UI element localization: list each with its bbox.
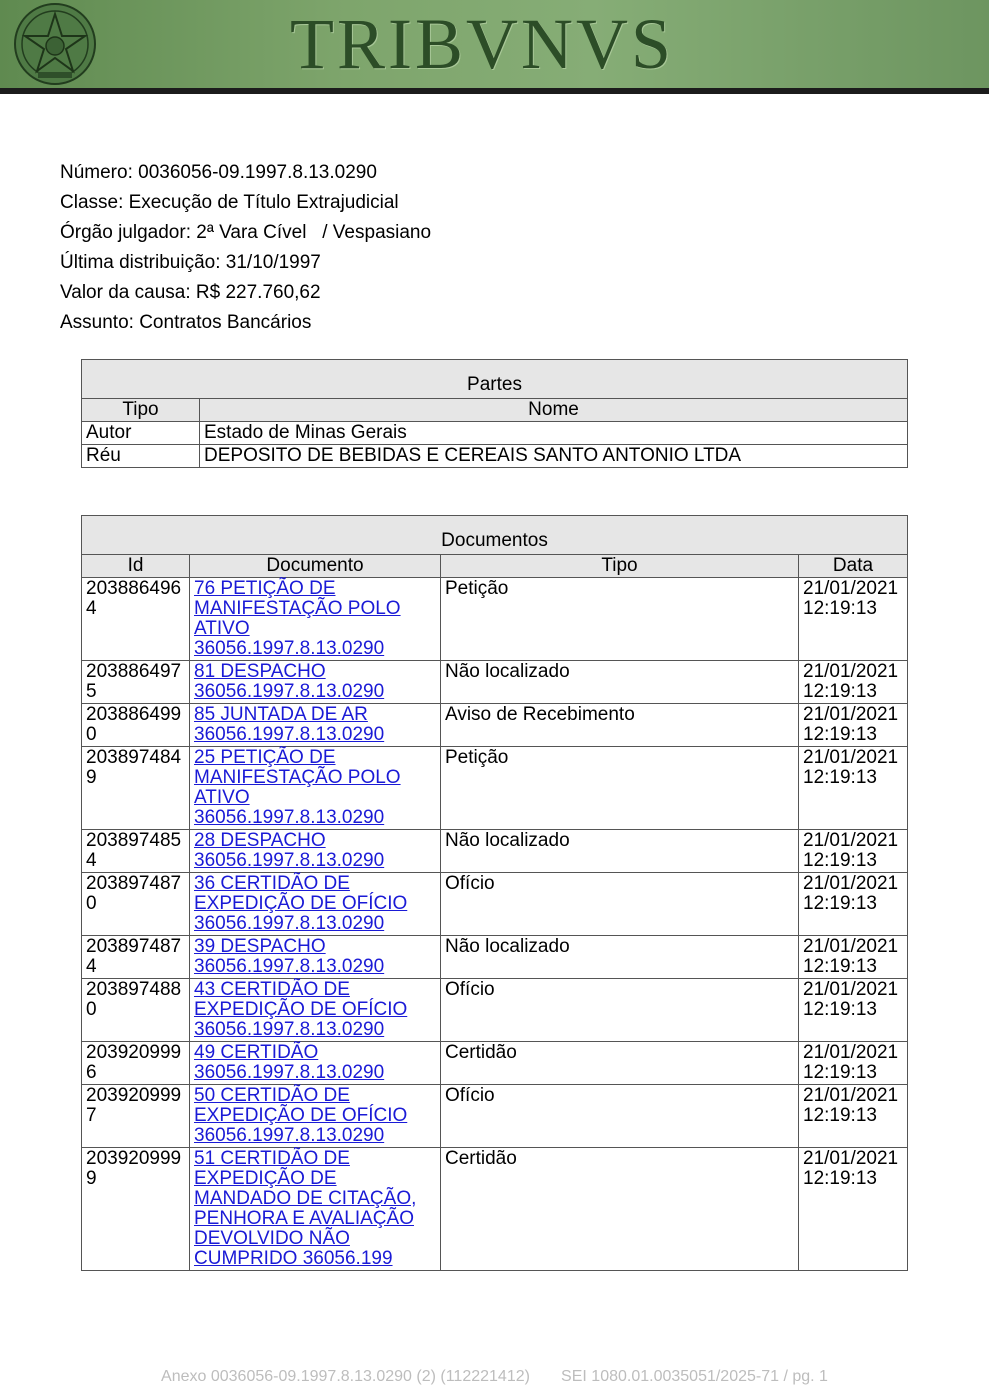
document-link[interactable]: 43 CERTIDÃO DE EXPEDIÇÃO DE OFÍCIO 36056.1997.8.13.0290	[194, 979, 408, 1040]
document-data: 21/01/2021 12:19:13	[799, 830, 908, 873]
table-row	[82, 1148, 908, 1271]
party-nome: Estado de Minas Gerais	[200, 422, 908, 445]
document-data: 21/01/2021 12:19:13	[799, 1148, 908, 1271]
document-link[interactable]: 85 JUNTADA DE AR 36056.1997.8.13.0290	[194, 704, 385, 745]
document-link[interactable]: 81 DESPACHO 36056.1997.8.13.0290	[194, 661, 385, 702]
parties-col-nome: Nome	[200, 399, 908, 422]
document-id: 2038974854	[82, 830, 190, 873]
document-id: 2038864964	[82, 578, 190, 661]
document-data: 21/01/2021 12:19:13	[799, 704, 908, 747]
document-data: 21/01/2021 12:19:13	[799, 661, 908, 704]
document-id: 2039209996	[82, 1042, 190, 1085]
document-id: 2039209999	[82, 1148, 190, 1271]
header-rule	[0, 88, 989, 94]
document-data: 21/01/2021 12:19:13	[799, 747, 908, 830]
document-tipo: Ofício	[441, 979, 799, 1042]
table-row	[82, 873, 908, 936]
header-banner	[0, 0, 989, 88]
document-link[interactable]: 28 DESPACHO 36056.1997.8.13.0290	[194, 830, 385, 871]
documents-table-title: Documentos	[82, 516, 908, 555]
documents-col-data: Data	[799, 555, 908, 578]
document-data: 21/01/2021 12:19:13	[799, 979, 908, 1042]
document-tipo: Certidão	[441, 1148, 799, 1271]
process-class: Classe: Execução de Título Extrajudicial	[60, 192, 399, 213]
document-tipo: Não localizado	[441, 830, 799, 873]
document-id: 2038974870	[82, 873, 190, 936]
document-tipo: Aviso de Recebimento	[441, 704, 799, 747]
page-footer: Anexo 0036056-09.1997.8.13.0290 (2) (112221412) SEI 1080.01.0035051/2025-71 / pg. 1	[161, 1368, 828, 1385]
coat-of-arms-seal-icon	[10, 2, 100, 86]
table-row	[82, 936, 908, 979]
case-value: Valor da causa: R$ 227.760,62	[60, 282, 321, 303]
document-link[interactable]: 25 PETIÇÃO DE MANIFESTAÇÃO POLO ATIVO 36056.1997.8.13.0290	[194, 747, 401, 828]
document-link[interactable]: 39 DESPACHO 36056.1997.8.13.0290	[194, 936, 385, 977]
document-id: 2038974849	[82, 747, 190, 830]
table-row	[82, 445, 908, 468]
document-tipo: Ofício	[441, 1085, 799, 1148]
document-id: 2039209997	[82, 1085, 190, 1148]
table-row	[82, 747, 908, 830]
table-row	[82, 1042, 908, 1085]
parties-table	[81, 359, 908, 468]
document-id: 2038864975	[82, 661, 190, 704]
document-data: 21/01/2021 12:19:13	[799, 578, 908, 661]
table-row	[82, 661, 908, 704]
documents-col-tipo: Tipo	[441, 555, 799, 578]
table-row	[82, 578, 908, 661]
table-row	[82, 1085, 908, 1148]
last-distribution: Última distribuição: 31/10/1997	[60, 252, 321, 273]
document-link[interactable]: 51 CERTIDÃO DE EXPEDIÇÃO DE MANDADO DE CITAÇÃO, PENHORA E AVALIAÇÃO DEVOLVIDO NÃO CUMPRIDO 36056.199	[194, 1148, 417, 1269]
documents-col-documento: Documento	[190, 555, 441, 578]
case-subject: Assunto: Contratos Bancários	[60, 312, 312, 333]
table-row	[82, 830, 908, 873]
process-number: Número: 0036056-09.1997.8.13.0290	[60, 162, 377, 183]
table-row	[82, 704, 908, 747]
process-metadata	[60, 158, 431, 338]
document-id: 2038974874	[82, 936, 190, 979]
table-row	[82, 979, 908, 1042]
document-link[interactable]: 76 PETIÇÃO DE MANIFESTAÇÃO POLO ATIVO 36056.1997.8.13.0290	[194, 578, 401, 659]
document-tipo: Petição	[441, 747, 799, 830]
document-tipo: Ofício	[441, 873, 799, 936]
document-tipo: Não localizado	[441, 936, 799, 979]
table-row	[82, 422, 908, 445]
party-tipo: Réu	[82, 445, 200, 468]
parties-col-tipo: Tipo	[82, 399, 200, 422]
document-data: 21/01/2021 12:19:13	[799, 1085, 908, 1148]
party-tipo: Autor	[82, 422, 200, 445]
document-tipo: Não localizado	[441, 661, 799, 704]
document-data: 21/01/2021 12:19:13	[799, 936, 908, 979]
document-link[interactable]: 50 CERTIDÃO DE EXPEDIÇÃO DE OFÍCIO 36056.1997.8.13.0290	[194, 1085, 408, 1146]
parties-table-title: Partes	[82, 360, 908, 399]
documents-table	[81, 515, 908, 1271]
judging-body: Órgão julgador: 2ª Vara Cível / Vespasiano	[60, 222, 432, 243]
document-tipo: Petição	[441, 578, 799, 661]
document-id: 2038974880	[82, 979, 190, 1042]
party-nome: DEPOSITO DE BEBIDAS E CEREAIS SANTO ANTONIO LTDA	[200, 445, 908, 468]
document-link[interactable]: 36 CERTIDÃO DE EXPEDIÇÃO DE OFÍCIO 36056.1997.8.13.0290	[194, 873, 408, 934]
brand-logo: TRIBVNVS	[290, 4, 675, 84]
document-tipo: Certidão	[441, 1042, 799, 1085]
document-data: 21/01/2021 12:19:13	[799, 1042, 908, 1085]
document-link[interactable]: 49 CERTIDÃO 36056.1997.8.13.0290	[194, 1042, 385, 1083]
document-data: 21/01/2021 12:19:13	[799, 873, 908, 936]
documents-col-id: Id	[82, 555, 190, 578]
document-id: 2038864990	[82, 704, 190, 747]
